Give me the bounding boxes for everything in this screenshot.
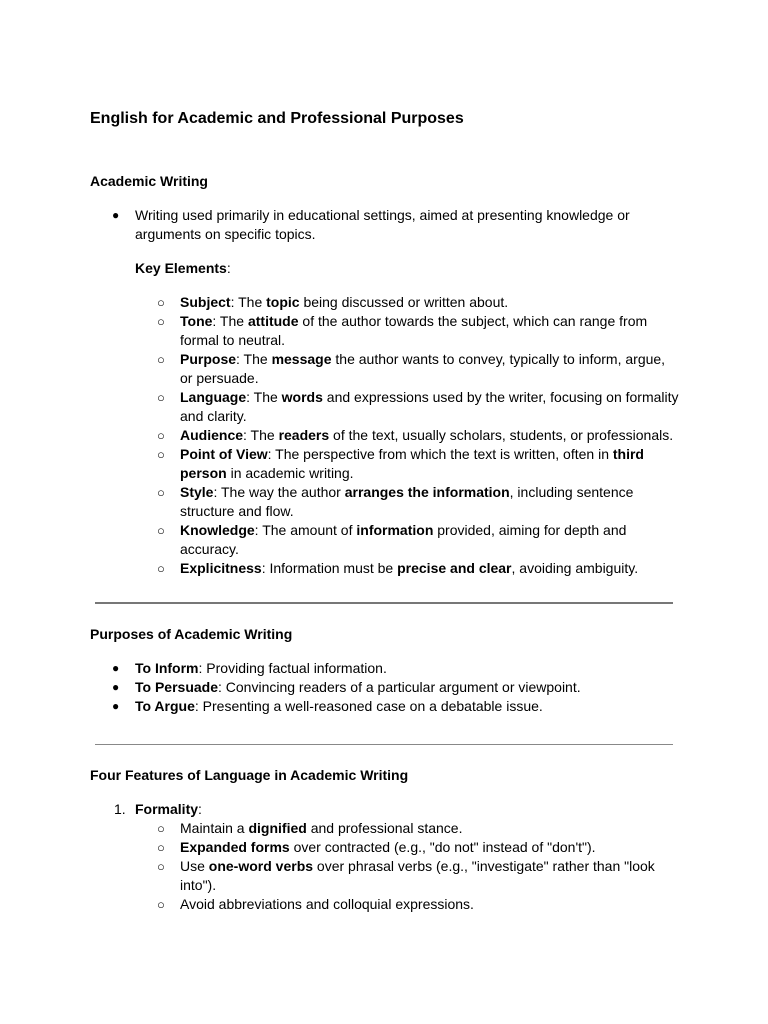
purposes-block — [90, 659, 690, 716]
list-item: ○ Explicitness: Information must be precise and clear, avoiding ambiguity. — [157, 560, 639, 576]
bullet-marker: ● — [112, 208, 120, 222]
list-item: ○ Point of View: The perspective from which the text is written, often in third person in academic writing. — [157, 446, 644, 481]
circle-marker: ○ — [157, 295, 165, 310]
academic-writing-block — [90, 206, 690, 578]
document-title: English for Academic and Professional Purposes — [90, 110, 464, 127]
list-item: ○ Use one-word verbs over phrasal verbs (e.g., "investigate" rather than "look into"). — [157, 858, 655, 893]
circle-marker: ○ — [157, 561, 165, 576]
academic-writing-list — [90, 206, 690, 244]
list-item: ○ Purpose: The message the author wants to convey, typically to inform, argue, or persuade. — [157, 351, 666, 386]
features-list — [90, 800, 690, 819]
circle-marker: ○ — [157, 352, 165, 367]
number-marker: 1. — [114, 801, 126, 817]
key-elements-label: Key Elements: — [135, 260, 231, 276]
features-block — [90, 800, 690, 914]
list-item: ○ Expanded forms over contracted (e.g., "do not" instead of "don't"). — [157, 839, 596, 855]
circle-marker: ○ — [157, 821, 165, 836]
list-item: ○ Subject: The topic being discussed or written about. — [157, 294, 509, 310]
intro-text: Writing used primarily in educational settings, aimed at presenting knowledge or arguments on specific topics. — [135, 207, 630, 242]
list-item: ○ Maintain a dignified and professional stance. — [157, 820, 463, 836]
list-item: 1. Formality: — [114, 801, 202, 817]
section-heading-features: Four Features of Language in Academic Writing — [90, 767, 409, 783]
circle-marker: ○ — [157, 447, 165, 462]
section-heading-purposes: Purposes of Academic Writing — [90, 626, 293, 642]
circle-marker: ○ — [157, 859, 165, 874]
horizontal-divider — [95, 602, 673, 604]
list-item: ○ Audience: The readers of the text, usually scholars, students, or professionals. — [157, 427, 674, 443]
purposes-list — [90, 659, 690, 716]
section-heading-academic-writing: Academic Writing — [90, 173, 208, 189]
key-elements-list — [90, 293, 690, 578]
list-item: ● To Argue: Presenting a well-reasoned case on a debatable issue. — [112, 698, 543, 714]
bullet-marker: ● — [112, 699, 120, 713]
circle-marker: ○ — [157, 314, 165, 329]
list-item: ○ Style: The way the author arranges the information, including sentence structure and flow. — [157, 484, 634, 519]
circle-marker: ○ — [157, 523, 165, 538]
circle-marker: ○ — [157, 428, 165, 443]
circle-marker: ○ — [157, 485, 165, 500]
list-item: ● To Persuade: Convincing readers of a particular argument or viewpoint. — [112, 679, 581, 695]
horizontal-divider — [95, 744, 673, 745]
list-item: ○ Language: The words and expressions used by the writer, focusing on formality and clarity. — [157, 389, 679, 424]
list-item: ○ Avoid abbreviations and colloquial expressions. — [157, 896, 474, 912]
circle-marker: ○ — [157, 840, 165, 855]
list-item: ● To Inform: Providing factual information. — [112, 660, 387, 676]
circle-marker: ○ — [157, 897, 165, 912]
list-item: ○ Knowledge: The amount of information provided, aiming for depth and accuracy. — [157, 522, 627, 557]
bullet-marker: ● — [112, 680, 120, 694]
circle-marker: ○ — [157, 390, 165, 405]
formality-sublist — [90, 819, 690, 914]
list-item: ○ Tone: The attitude of the author towards the subject, which can range from formal to neutral. — [157, 313, 648, 348]
list-item — [90, 206, 635, 244]
bullet-marker: ● — [112, 661, 120, 675]
